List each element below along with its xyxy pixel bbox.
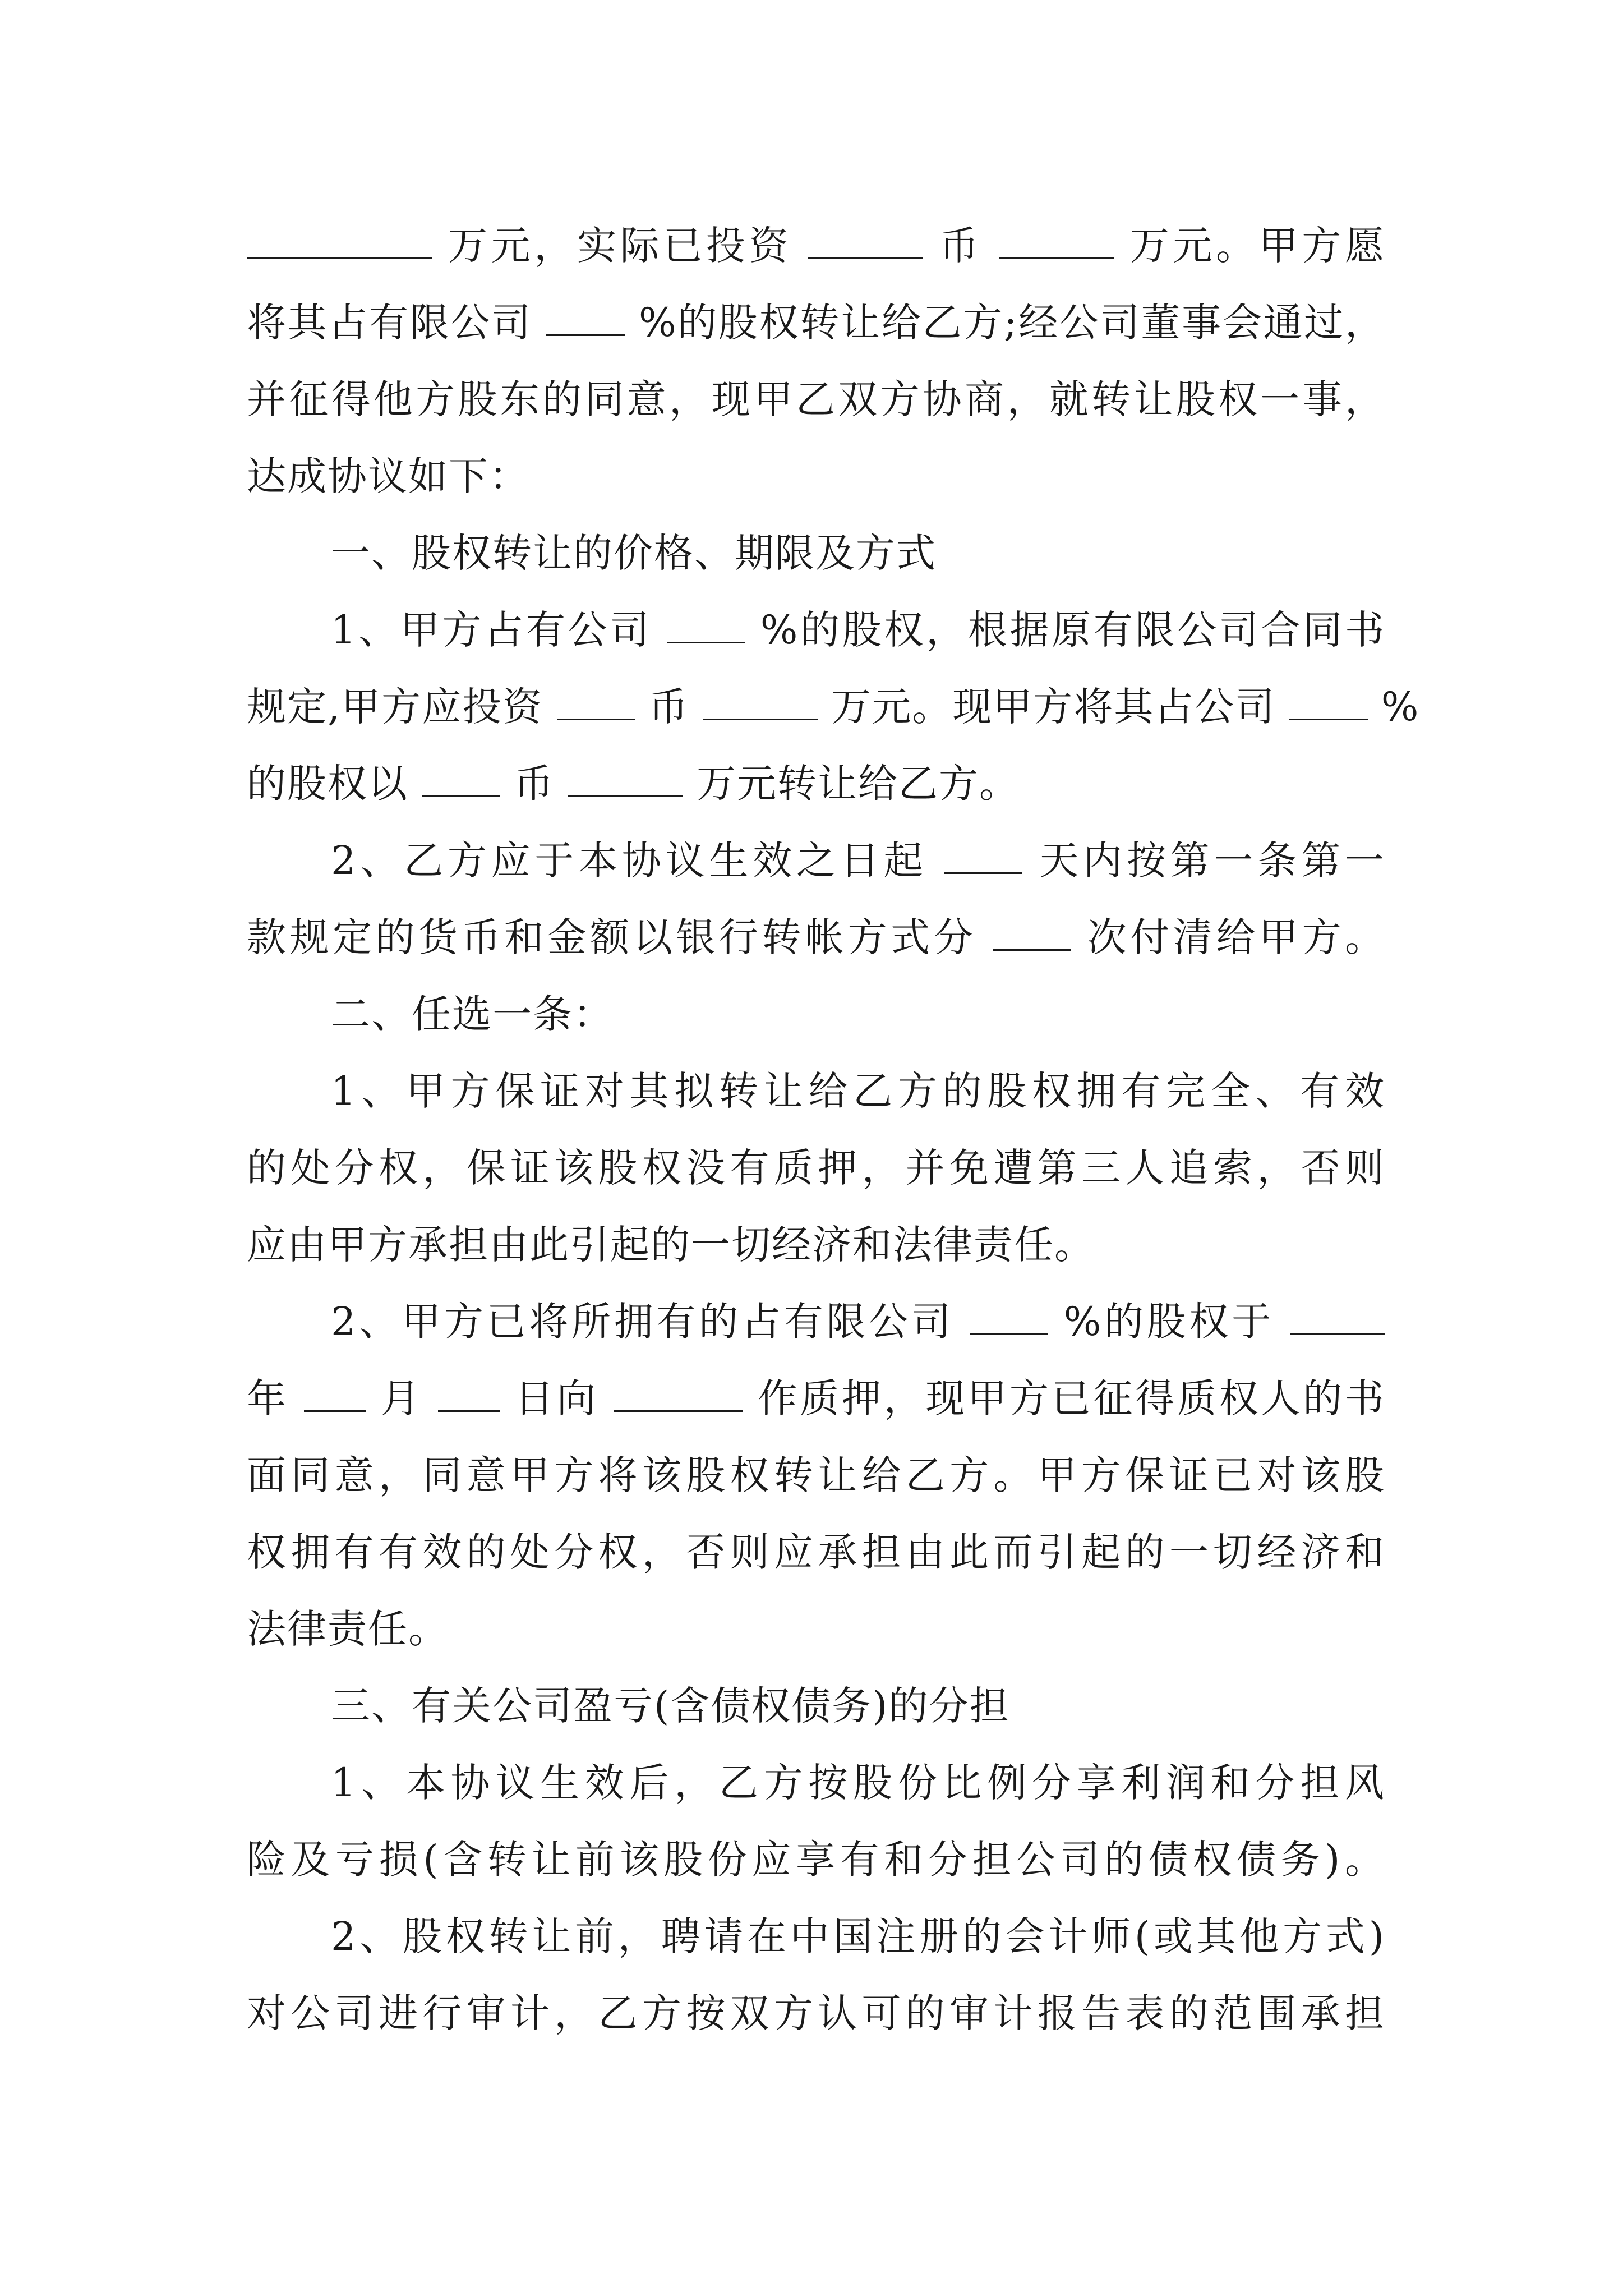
fill-in-blank [1289, 685, 1368, 720]
document-body [247, 208, 1420, 2052]
text-segment: 万元。甲方愿 [1129, 223, 1385, 269]
text-segment: %的股权，根据原有限公司合同书 [760, 607, 1385, 653]
text-line: 对公司进行审计，乙方按双方认可的审计报告表的范围承担 [247, 1990, 1385, 2036]
text-line: 权拥有有效的处分权，否则应承担由此而引起的一切经济和 [247, 1529, 1385, 1575]
text-segment: %的股权于 [1063, 1299, 1274, 1345]
text-segment: 次付清给甲方。 [1087, 914, 1385, 960]
text-line [247, 822, 1385, 899]
text-line [247, 669, 1420, 746]
fill-in-blank [304, 1377, 366, 1412]
text-line: 应由甲方承担由此引起的一切经济和法律责任。 [247, 1222, 1095, 1268]
fill-in-blank [438, 1377, 500, 1412]
fill-in-blank [614, 1377, 743, 1412]
text-segment: 2、乙方应于本协议生效之日起 [331, 838, 928, 884]
text-segment: 作质押，现甲方已征得质权人的书 [758, 1375, 1386, 1421]
section-heading: 一、股权转让的价格、期限及方式 [331, 530, 937, 576]
text-segment: 万元，实际已投资 [448, 223, 792, 269]
text-segment: 币 [648, 684, 689, 730]
fill-in-blank [970, 1300, 1048, 1335]
fill-in-blank [1290, 1300, 1385, 1335]
text-segment: % [1381, 684, 1420, 730]
text-segment: 币 [939, 223, 983, 269]
fill-in-blank [993, 915, 1071, 951]
text-line: 1、甲方保证对其拟转让给乙方的股权拥有完全、有效 [331, 1068, 1385, 1114]
text-line: 达成协议如下： [247, 453, 529, 499]
fill-in-blank [247, 224, 432, 259]
text-line: 面同意，同意甲方将该股权转让给乙方。甲方保证已对该股 [247, 1452, 1385, 1498]
text-segment: 日向 [514, 1375, 599, 1421]
text-line [247, 592, 1385, 669]
text-line: 险及亏损(含转让前该股份应享有和分担公司的债权债务)。 [247, 1837, 1385, 1883]
text-segment: %的股权转让给乙方;经公司董事会通过， [638, 300, 1385, 346]
text-segment: 天内按第一条第一 [1039, 838, 1385, 884]
text-line [247, 899, 1385, 976]
text-segment: 将其占有限公司 [247, 300, 533, 346]
text-segment: 1、甲方占有公司 [331, 607, 652, 653]
fill-in-blank [999, 224, 1114, 259]
fill-in-blank [422, 762, 500, 797]
text-line [247, 746, 1385, 822]
text-segment: 月 [380, 1375, 423, 1421]
text-segment: 规定,甲方应投资 [247, 684, 543, 730]
text-segment: 币 [514, 761, 555, 807]
text-segment: 万元。现甲方将其占公司 [831, 684, 1276, 730]
text-line [247, 1283, 1385, 1360]
text-line: 并征得他方股东的同意，现甲乙双方协商，就转让股权一事， [247, 376, 1385, 422]
text-line: 的处分权，保证该股权没有质押，并免遭第三人追索，否则 [247, 1145, 1385, 1191]
text-segment: 万元转让给乙方。 [697, 761, 1020, 807]
section-heading: 二、任选一条： [331, 991, 614, 1037]
fill-in-blank [808, 224, 923, 259]
text-segment: 2、甲方已将所拥有的占有限公司 [331, 1299, 954, 1345]
text-line [247, 208, 1385, 284]
fill-in-blank [568, 762, 683, 797]
text-line: 2、股权转让前，聘请在中国注册的会计师(或其他方式) [331, 1913, 1385, 1959]
text-line: 法律责任。 [247, 1606, 449, 1652]
text-segment: 年 [247, 1375, 289, 1421]
text-line: 1、本协议生效后，乙方按股份比例分享利润和分担风 [331, 1760, 1385, 1806]
text-segment: 的股权以 [247, 761, 408, 807]
fill-in-blank [703, 685, 818, 720]
section-heading: 三、有关公司盈亏(含债权债务)的分担 [331, 1683, 1010, 1729]
fill-in-blank [944, 839, 1022, 874]
text-line [247, 284, 1385, 361]
text-segment: 款规定的货币和金额以银行转帐方式分 [247, 914, 977, 960]
fill-in-blank [546, 301, 625, 336]
fill-in-blank [667, 608, 745, 643]
fill-in-blank [557, 685, 635, 720]
text-line [247, 1360, 1385, 1437]
